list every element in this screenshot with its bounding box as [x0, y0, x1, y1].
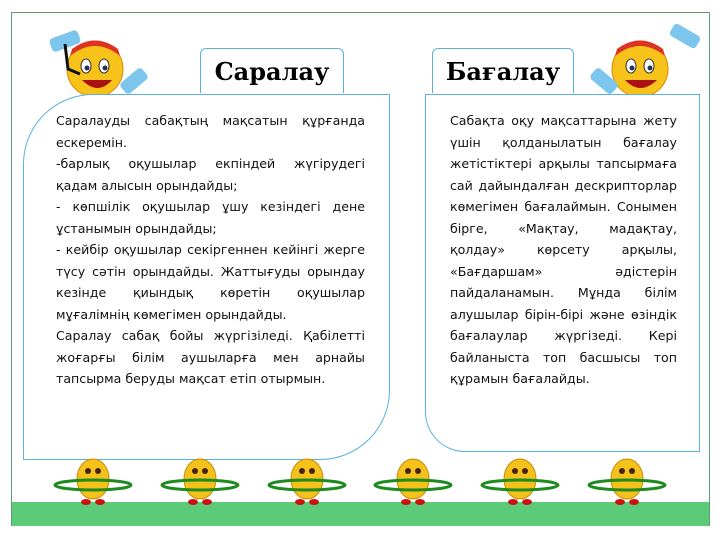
hula-hoop-smiley-icon [262, 455, 352, 505]
tab-bagalau: Бағалау [432, 48, 574, 93]
paragraph: Сабақта оқу мақсаттарына жету үшін қолданылатын бағалау жетістіктері арқылы тапсырмаға сай дайындалған дескрипторлар көмегімен бағалаймын. Сонымен бірге, «Мақтау, мадақтау, қолдау» көрсету арқылы, «Бағдаршам» әдістерін пайдаланамын. Мұнда білім алушылар бірін-бірі және өзіндік бағалаулар жүргізеді. Кері байланыста топ басшысы топ құрамын бағалайды. [450, 113, 677, 386]
grass-strip [12, 502, 709, 526]
paragraph: - көпшілік оқушылар ұшу кезіндегі дене ұстанымын орындайды; [56, 199, 365, 236]
dumbbell-smiley-icon [20, 14, 150, 99]
hula-hoop-smiley-icon [155, 455, 245, 505]
paragraph: - кейбір оқушылар секіргеннен кейінгі жерге түсу сәтін орындайды. Жаттығуды орындау кезінде қиындық көретін оқушылар мұғалімнің көмегімен орындайды. [56, 242, 365, 322]
hula-hoop-smiley-icon [475, 455, 565, 505]
dumbbell-smiley-icon [585, 14, 715, 99]
hula-hoop-smileys [40, 455, 680, 505]
differentiation-panel [23, 94, 390, 460]
tab-saralau: Саралау [200, 48, 344, 93]
hula-hoop-smiley-icon [368, 455, 458, 505]
hula-hoop-smiley-icon [582, 455, 672, 505]
hula-hoop-smiley-icon [48, 455, 138, 505]
paragraph: Саралау сабақ бойы жүргізіледі. Қабілетті жоғарғы білім аушыларға мен арнайы тапсырма беруды мақсат етіп отырмын. [56, 328, 365, 386]
assessment-panel [425, 94, 700, 452]
paragraph: Саралауды сабақтың мақсатын құрғанда ескеремін. [56, 113, 365, 150]
paragraph: -барлық оқушылар екпіндей жүгірудегі қадам алысын орындайды; [56, 156, 365, 193]
